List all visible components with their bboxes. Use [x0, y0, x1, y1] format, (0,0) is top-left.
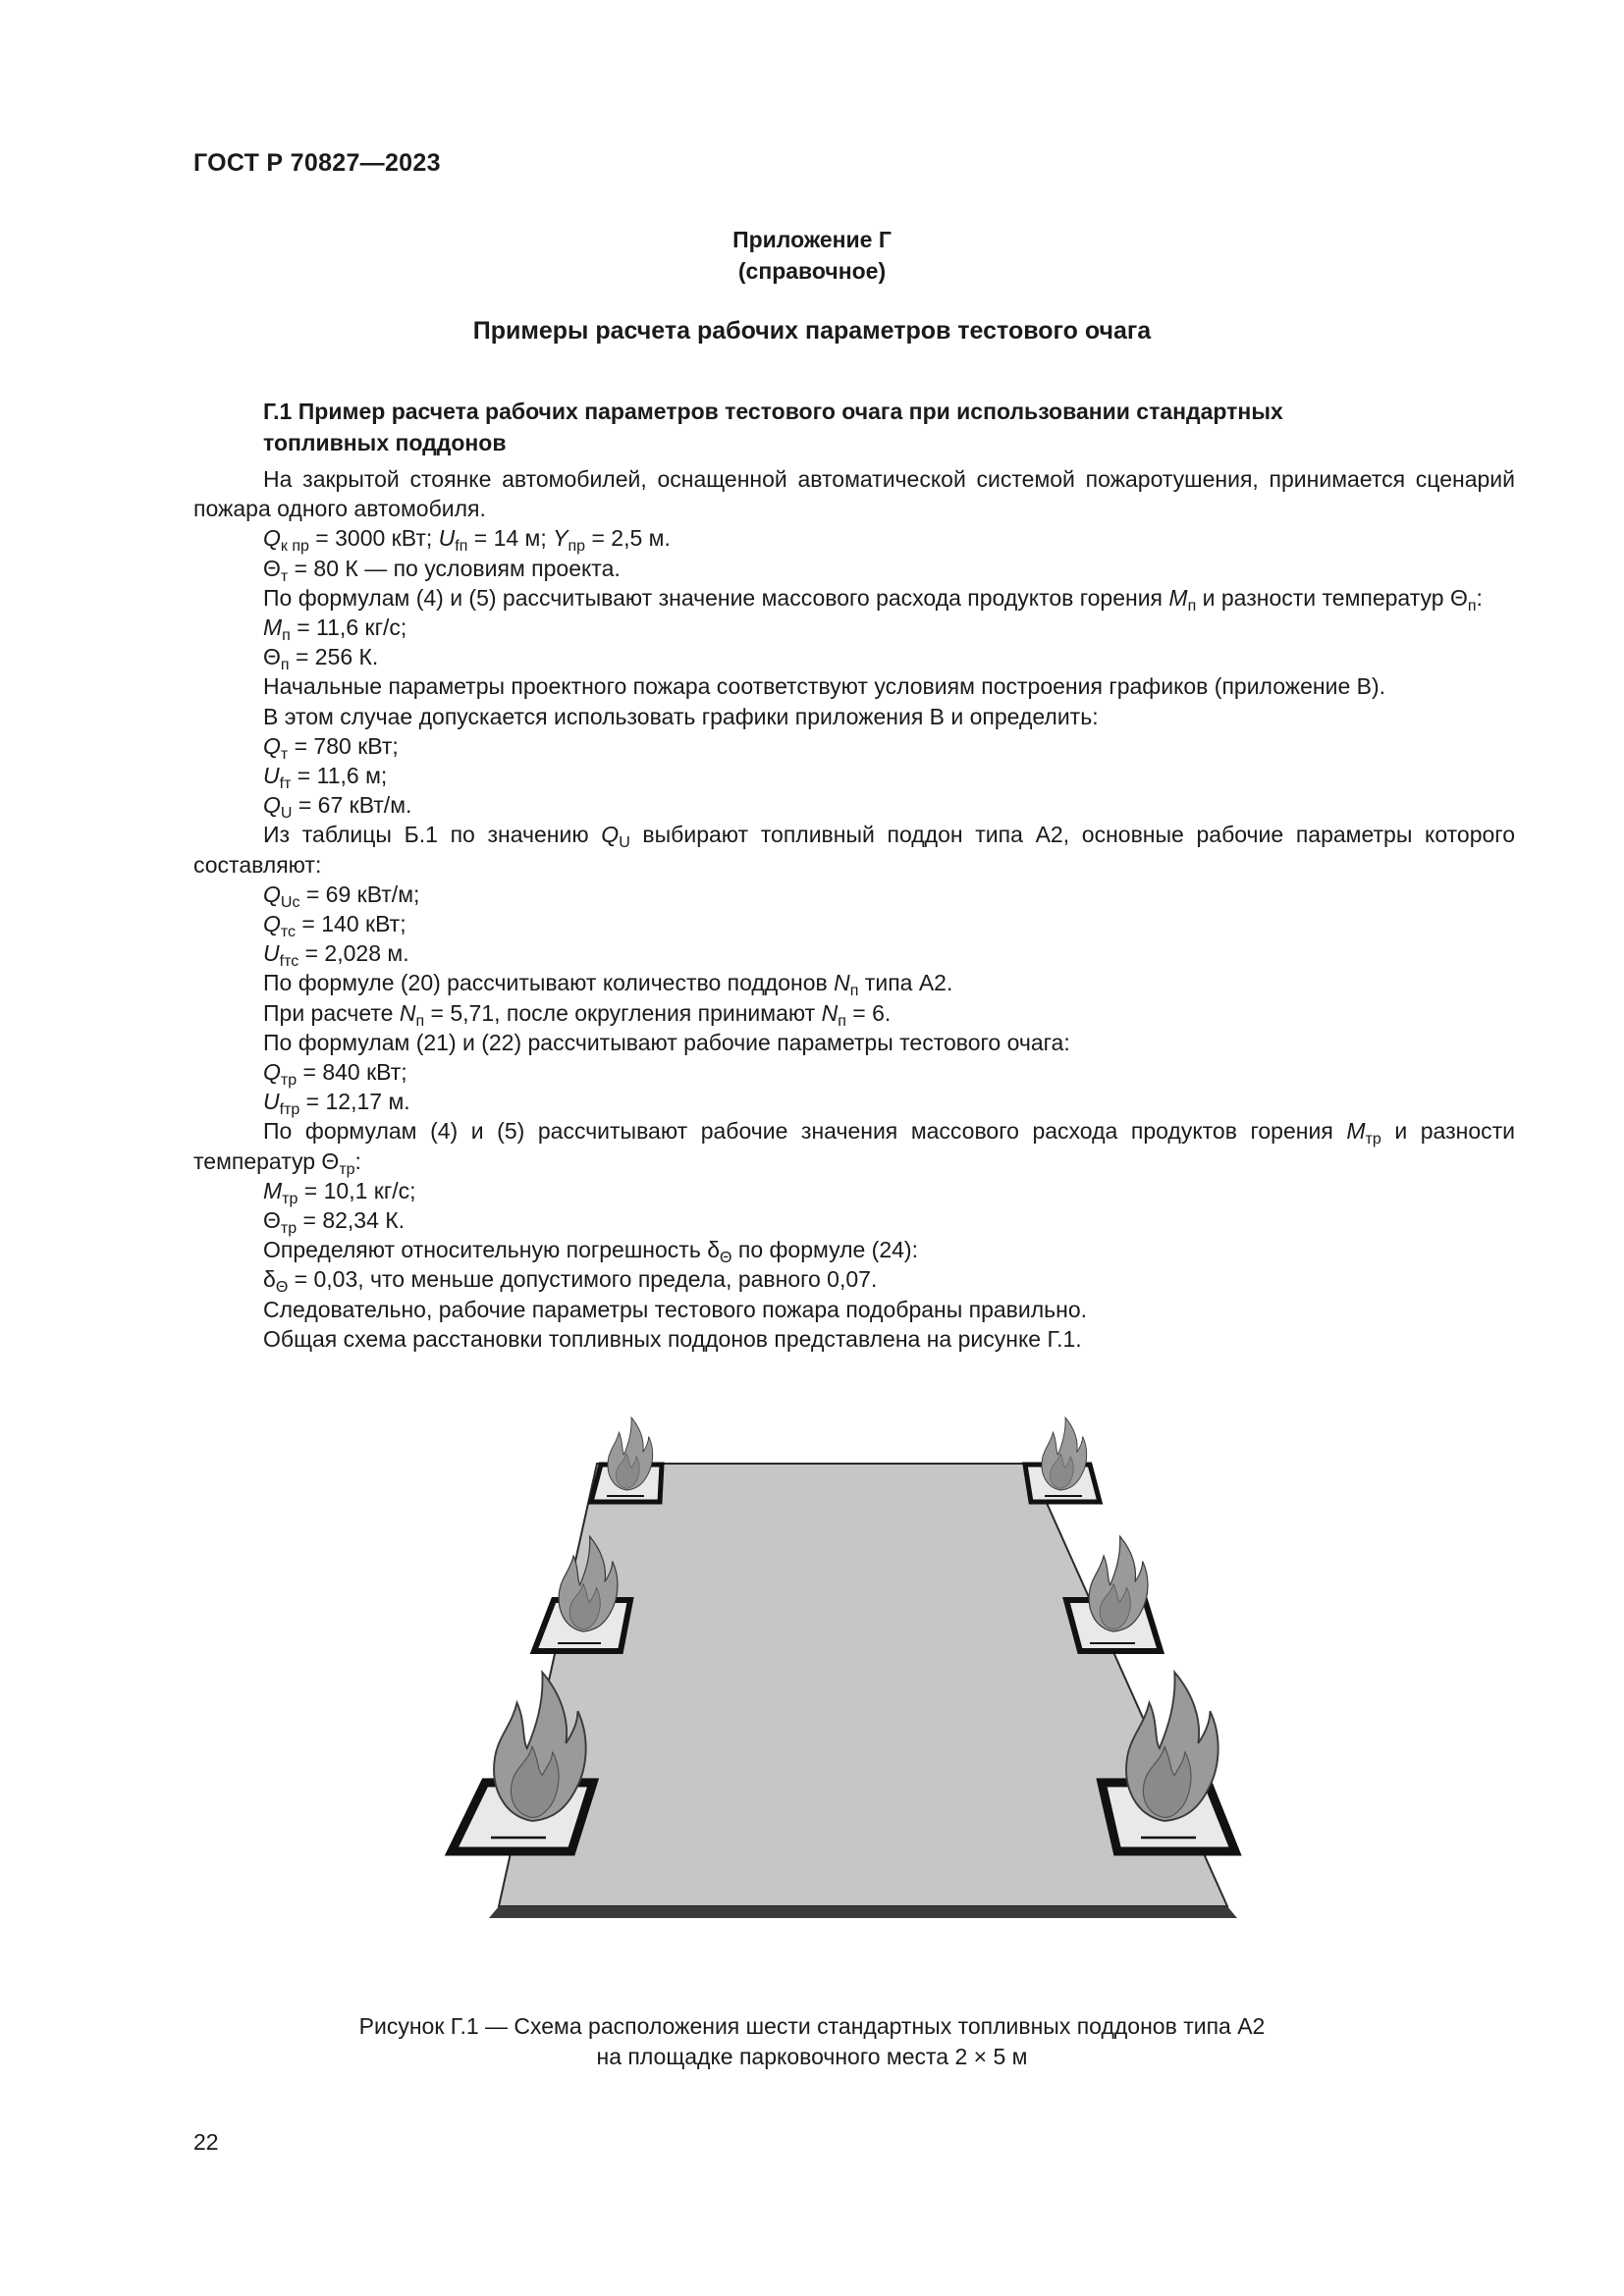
sub-tp: тр	[1365, 1131, 1381, 1148]
symbol-q: Q	[263, 911, 281, 937]
paragraph-formulas-2	[193, 1116, 1516, 1178]
line-q-t	[193, 731, 1515, 761]
symbol-m: M	[1168, 584, 1188, 611]
line-initial-values	[193, 523, 1515, 556]
value-q-uc: = 69 кВт/м;	[299, 881, 420, 907]
symbol-n: N	[399, 999, 416, 1026]
line-q-uc	[193, 880, 1515, 909]
value-q-tp: = 840 кВт;	[297, 1059, 407, 1086]
sub-tp: тр	[339, 1160, 355, 1178]
pallet-top-right	[1025, 1417, 1100, 1502]
annex-subtitle: (справочное)	[737, 258, 887, 284]
value-u-ftp: = 12,17 м.	[299, 1089, 410, 1115]
text-formula20-b: типа А2.	[858, 970, 953, 996]
standard-code: ГОСТ Р 70827—2023	[193, 149, 441, 177]
colon: :	[1476, 584, 1483, 611]
symbol-m: M	[1346, 1118, 1366, 1145]
line-q-u	[193, 790, 1515, 823]
text-formulas-2b: и разности температур	[193, 1118, 1516, 1174]
symbol-m: M	[263, 614, 283, 641]
text-formulas-1a: По формулам (4) и (5) рассчитывают значение массового расхода продуктов горения	[263, 584, 1169, 611]
sub-tp: тр	[282, 1190, 298, 1207]
sub-u: U	[280, 805, 293, 823]
paragraph-scenario: На закрытой стоянке автомобилей, оснащенной автоматической системой пожаротушения, принимается сценарий пожара одного автомобиля.	[193, 466, 1515, 522]
text-table-a: Из таблицы Б.1 по значению	[263, 822, 602, 848]
value-q-u: = 67 кВт/м.	[292, 792, 412, 819]
sub-kpr: к пр	[280, 538, 309, 556]
page-number: 22	[193, 2129, 219, 2155]
value-q-kpr: = 3000 кВт;	[308, 525, 439, 552]
value-u-fp: = 14 м;	[467, 525, 554, 552]
sub-t: т	[280, 745, 289, 763]
symbol-y: Y	[553, 525, 568, 552]
sub-pr: пр	[568, 538, 586, 556]
value-theta-tp: = 82,34 К.	[297, 1207, 406, 1234]
sub-tp: тр	[280, 1072, 298, 1090]
sub-p: п	[415, 1012, 425, 1030]
text-error-b: по формуле (24):	[731, 1237, 918, 1263]
symbol-m: M	[263, 1177, 283, 1203]
value-u-ft: = 11,6 м;	[291, 763, 388, 789]
text-calc-c: = 6.	[845, 999, 892, 1026]
line-u-ft	[193, 761, 1515, 793]
value-delta: = 0,03, что меньше допустимого предела, равного 0,07.	[288, 1266, 878, 1293]
text-table-b: выбирают топливный поддон типа А2, основные рабочие параметры которого составляют:	[193, 822, 1515, 878]
symbol-q: Q	[263, 1059, 281, 1086]
figure-caption	[0, 2011, 1624, 2072]
symbol-delta: δ	[263, 1266, 276, 1293]
line-formulas-21: По формулам (21) и (22) рассчитывают рабочие параметры тестового очага:	[263, 1029, 1070, 1055]
sub-p: п	[849, 983, 859, 1000]
symbol-q: Q	[263, 525, 281, 552]
line-q-tp	[193, 1057, 1515, 1090]
symbol-u: U	[263, 763, 280, 789]
text-formulas-1b: и разности температур	[1196, 584, 1450, 611]
line-theta-tp	[193, 1205, 1515, 1238]
line-delta-value	[193, 1264, 1515, 1297]
sub-fp: fп	[455, 538, 468, 556]
caption-line1: Рисунок Г.1 — Схема расположения шести стандартных топливных поддонов типа А2	[358, 2013, 1266, 2039]
sub-p: п	[280, 657, 290, 674]
body-text	[193, 464, 1515, 1354]
paragraph-formulas-1	[193, 583, 1515, 613]
line-calculation	[193, 998, 1515, 1028]
section-heading	[263, 396, 1520, 458]
value-theta-p: = 256 К.	[289, 644, 379, 670]
line-m-p	[193, 613, 1515, 645]
sub-theta: Θ	[275, 1279, 289, 1297]
line-q-tc	[193, 909, 1515, 941]
value-q-t: = 780 кВт;	[288, 732, 399, 759]
text-formula20-a: По формуле (20) рассчитывают количество поддонов	[263, 970, 835, 996]
sub-uc: Uc	[280, 893, 300, 911]
main-title: Примеры расчета рабочих параметров тестового очага	[472, 317, 1152, 345]
symbol-u: U	[263, 940, 280, 967]
symbol-n: N	[834, 970, 850, 996]
annex-title: Приложение Г	[732, 227, 892, 252]
sub-p: п	[838, 1012, 846, 1030]
symbol-theta: Θ	[321, 1148, 340, 1174]
section-heading-line1: Г.1 Пример расчета рабочих параметров тестового очага при использовании стандартных	[263, 399, 1283, 424]
line-u-ftp	[193, 1087, 1515, 1119]
sub-p: п	[282, 627, 291, 645]
sub-p: п	[1467, 597, 1477, 614]
value-u-ftc: = 2,028 м.	[298, 940, 409, 967]
sub-t: т	[280, 567, 289, 585]
sub-theta: Θ	[720, 1250, 732, 1267]
symbol-theta: Θ	[263, 644, 281, 670]
paragraph-table	[193, 820, 1515, 879]
line-formula-20	[193, 968, 1515, 1000]
section-heading-line2: топливных поддонов	[263, 430, 507, 455]
line-m-tp	[193, 1176, 1515, 1205]
line-case: В этом случае допускается использовать графики приложения В и определить:	[263, 703, 1099, 729]
symbol-q: Q	[601, 822, 620, 848]
sub-u: U	[619, 834, 630, 852]
symbol-theta: Θ	[263, 1207, 281, 1234]
line-u-ftc	[193, 938, 1515, 971]
text-calc-b: = 5,71, после округления принимают	[424, 999, 822, 1026]
symbol-theta: Θ	[263, 555, 281, 581]
symbol-n: N	[821, 999, 839, 1026]
symbol-q: Q	[263, 881, 281, 907]
parking-area-front-edge	[489, 1906, 1237, 1918]
figure-pallet-layout	[344, 1414, 1345, 1993]
sub-tp: тр	[280, 1220, 298, 1238]
sub-ftp: fтр	[279, 1101, 300, 1119]
caption-line2: на площадке парковочного места 2 × 5 м	[596, 2044, 1028, 2069]
line-theta-p	[193, 642, 1515, 674]
symbol-u: U	[438, 525, 456, 552]
sub-ft: fт	[279, 775, 292, 793]
symbol-u: U	[263, 1089, 280, 1115]
symbol-q: Q	[263, 732, 281, 759]
sub-tc: тс	[280, 924, 297, 941]
line-theta-t	[193, 554, 1515, 583]
symbol-q: Q	[263, 792, 281, 819]
symbol-theta: Θ	[1449, 584, 1468, 611]
line-initial-params: Начальные параметры проектного пожара соответствуют условиям построения графиков (приложение В).	[263, 673, 1386, 700]
value-y-pr: = 2,5 м.	[585, 525, 671, 552]
sub-ftc: fтс	[279, 953, 299, 971]
value-q-tc: = 140 кВт;	[296, 911, 406, 937]
line-error	[193, 1235, 1515, 1267]
value-m-p: = 11,6 кг/с;	[290, 614, 407, 641]
text-error-a: Определяют относительную погрешность	[263, 1237, 708, 1263]
line-consequently: Следовательно, рабочие параметры тестового пожара подобраны правильно.	[263, 1296, 1088, 1322]
value-m-tp: = 10,1 кг/с;	[298, 1177, 416, 1203]
pallet-layout-diagram	[344, 1414, 1345, 1993]
symbol-delta: δ	[707, 1237, 721, 1263]
colon: :	[354, 1148, 361, 1174]
value-theta-t: = 80 К — по условиям проекта.	[288, 555, 621, 581]
line-scheme: Общая схема расстановки топливных поддонов представлена на рисунке Г.1.	[263, 1325, 1082, 1352]
sub-p: п	[1187, 597, 1197, 614]
text-formulas-2a: По формулам (4) и (5) рассчитывают рабочие значения массового расхода продуктов горения	[263, 1118, 1347, 1145]
pallet-top-left	[591, 1417, 662, 1502]
annex-heading	[0, 224, 1624, 287]
text-calc-a: При расчете	[263, 999, 400, 1026]
